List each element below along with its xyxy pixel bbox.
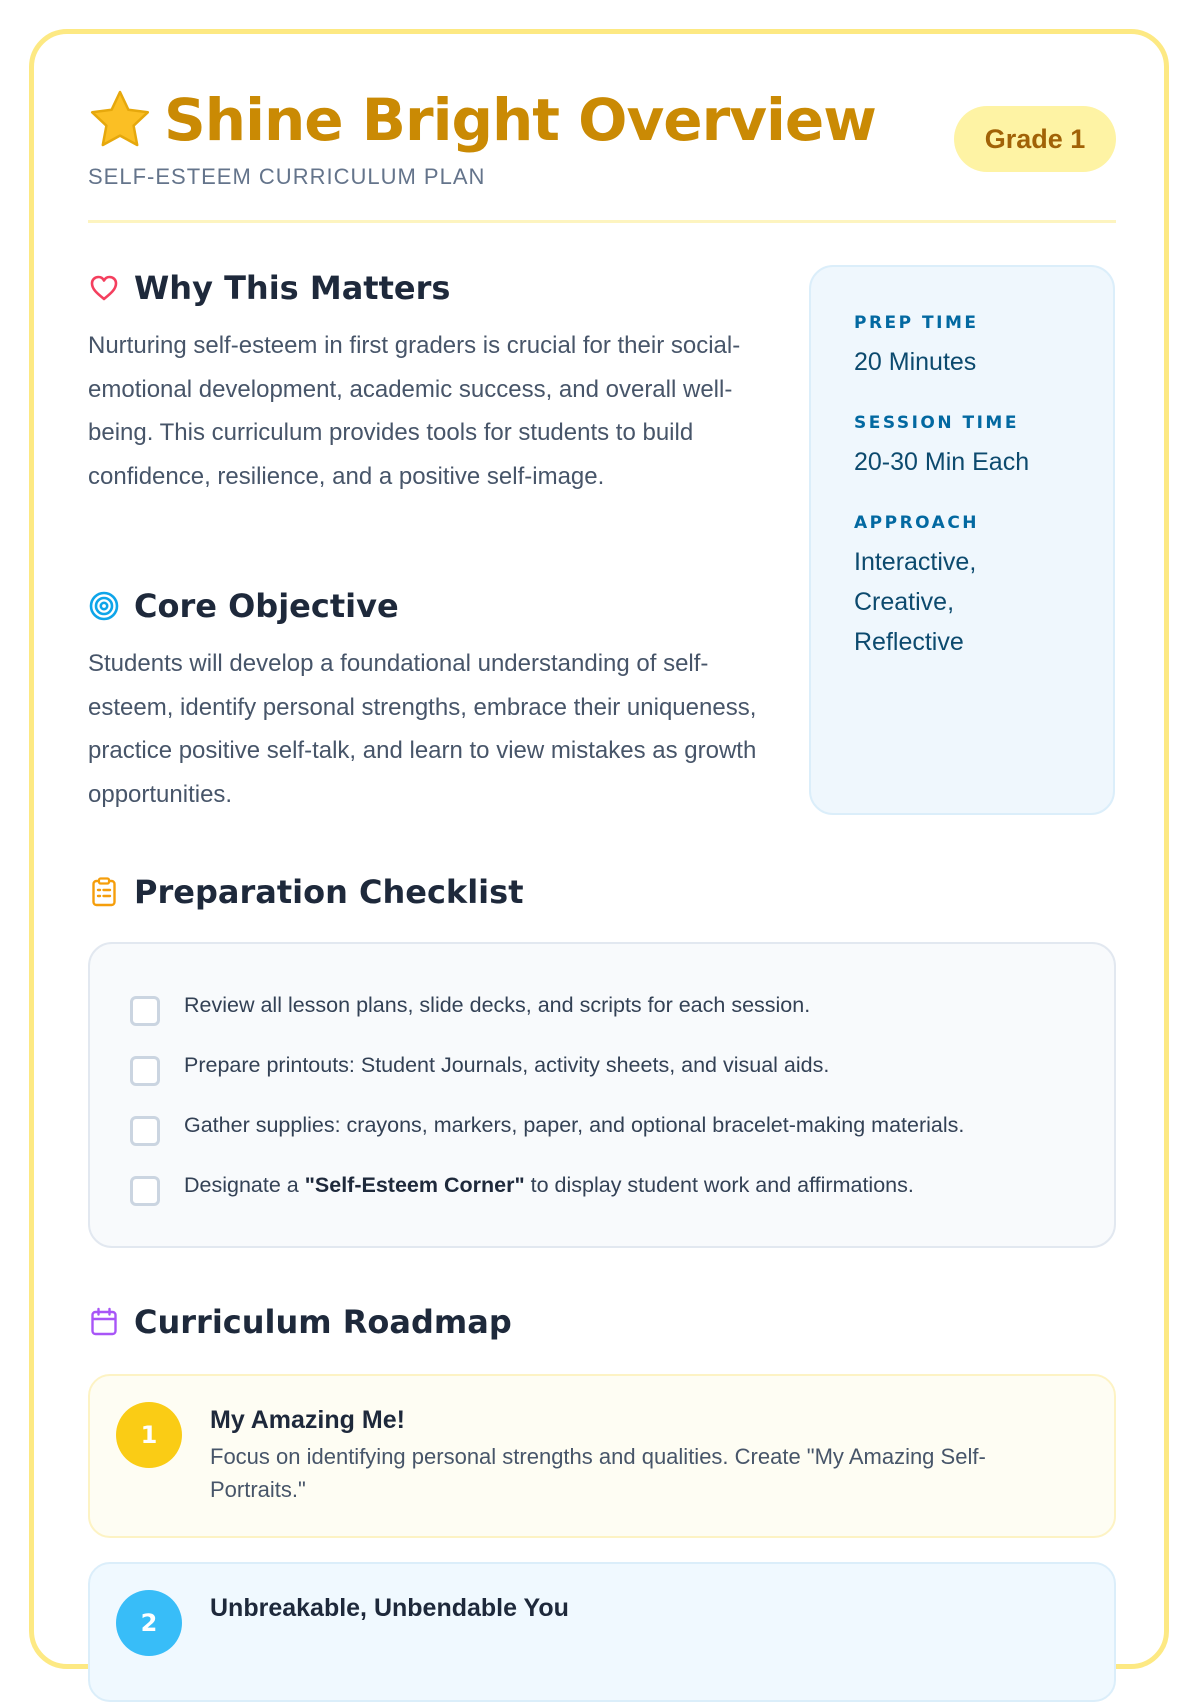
checkbox[interactable] [130,1116,160,1146]
checklist-item[interactable] [130,1104,964,1146]
checklist-item[interactable] [130,1044,829,1086]
grade-badge: Grade 1 [954,106,1116,172]
step-number: 2 [116,1590,182,1656]
roadmap-item-description: Focus on identifying personal strengths and qualities. Create "My Amazing Self-Portraits." [210,1444,986,1502]
prep-time-value: 20 Minutes [854,348,977,376]
info-box [809,265,1115,815]
page-subtitle: SELF-ESTEEM CURRICULUM PLAN [88,164,486,189]
checkbox[interactable] [130,1176,160,1206]
clipboard-icon [88,876,120,908]
roadmap-item[interactable] [88,1562,1116,1702]
target-icon [88,590,120,622]
why-heading-text: Why This Matters [134,269,451,307]
heart-icon [88,272,120,304]
objective-heading-text: Core Objective [134,587,399,625]
title-row [88,88,876,152]
checklist-item-text: Gather supplies: crayons, markers, paper, and optional bracelet-making materials. [184,1112,965,1137]
prep-time-label: PREP TIME [854,313,979,333]
roadmap-item-title: My Amazing Me! [210,1406,405,1434]
checklist-item-text: Review all lesson plans, slide decks, and scripts for each session. [184,992,811,1017]
checklist-item[interactable] [130,984,810,1026]
objective-heading [88,586,399,626]
checklist-item-text: Prepare printouts: Student Journals, activity sheets, and visual aids. [184,1052,830,1077]
checklist-item[interactable] [130,1164,914,1206]
checklist-heading [88,872,523,912]
approach-value: Interactive, Creative, Reflective [854,548,977,656]
calendar-icon [88,1306,120,1338]
session-time-label: SESSION TIME [854,413,1019,433]
checklist-item-text-after: to display student work and affirmations. [524,1172,914,1197]
star-icon [88,88,152,152]
preparation-checklist [88,942,1116,1248]
objective-paragraph: Students will develop a foundational understanding of self-esteem, identify personal strengths, embrace their uniqueness, practice positive self-talk, and learn to view mistakes as growth opportunities. [88,650,757,808]
checkbox[interactable] [130,996,160,1026]
why-paragraph: Nurturing self-esteem in first graders is crucial for their social-emotional development, academic success, and overall well-being. This curriculum provides tools for students to build confidence, resilience, and a positive self-image. [88,332,741,490]
page-title: Shine Bright Overview [164,86,876,154]
step-number: 1 [116,1402,182,1468]
why-heading [88,268,450,308]
checkbox[interactable] [130,1056,160,1086]
checklist-item-text-before: Designate a [184,1172,305,1197]
session-time-value: 20-30 Min Each [854,448,1030,476]
roadmap-item[interactable] [88,1374,1116,1538]
approach-label: APPROACH [854,513,980,533]
roadmap-heading-text: Curriculum Roadmap [134,1303,512,1341]
checklist-item-text [184,1173,914,1198]
roadmap-heading [88,1302,512,1342]
self-esteem-corner-emphasis: "Self-Esteem Corner" [304,1172,525,1197]
roadmap-item-title: Unbreakable, Unbendable You [210,1594,569,1622]
checklist-heading-text: Preparation Checklist [134,873,524,911]
header [88,88,1116,223]
